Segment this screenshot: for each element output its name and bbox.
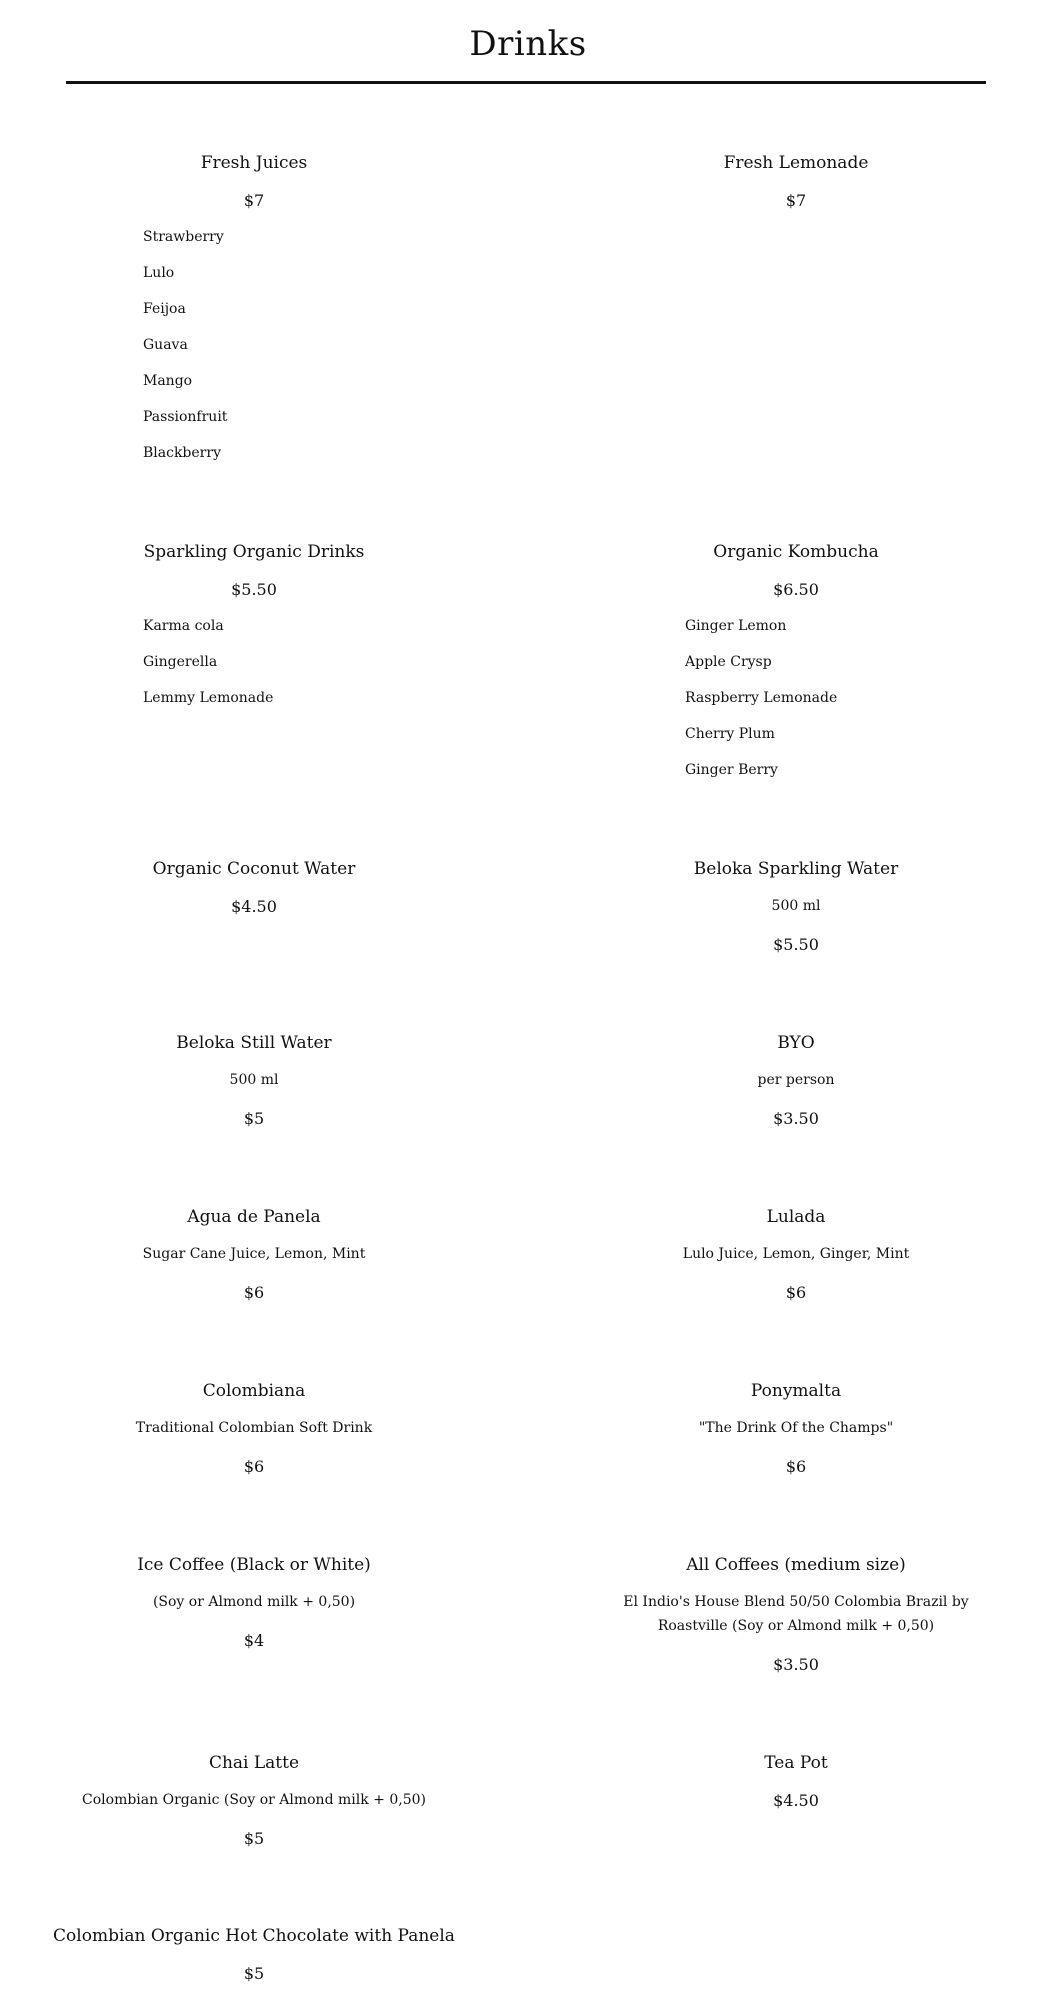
item-name: Colombiana: [202, 1381, 306, 1401]
item-description: per person: [757, 1072, 835, 1088]
item-name: Ice Coffee (Black or White): [137, 1555, 371, 1575]
item-description: "The Drink Of the Champs": [698, 1420, 894, 1436]
item-name: Sparkling Organic Drinks: [143, 542, 365, 562]
item-name: Organic Kombucha: [713, 542, 879, 562]
item-name: Fresh Lemonade: [723, 153, 869, 173]
flavor-item: Ginger Lemon: [685, 618, 787, 634]
item-price: $5: [243, 1829, 265, 1848]
item-name: Colombian Organic Hot Chocolate with Panela: [53, 1926, 455, 1946]
flavor-list: [685, 617, 1050, 779]
item-description: 500 ml: [229, 1072, 279, 1088]
menu-item-hot-chocolate: [0, 1925, 508, 1985]
item-price: $4: [243, 1631, 265, 1650]
menu-item-fresh-juices: [0, 152, 508, 480]
flavor-item: Lulo: [143, 265, 175, 281]
item-name: Organic Coconut Water: [152, 859, 356, 879]
flavor-item: Apple Crysp: [685, 654, 772, 670]
menu-item-chai-latte: [0, 1752, 508, 1850]
title-divider: [66, 81, 986, 84]
item-description: Lulo Juice, Lemon, Ginger, Mint: [682, 1246, 910, 1262]
menu-item-ice-coffee: [0, 1554, 508, 1652]
item-name: All Coffees (medium size): [686, 1555, 906, 1575]
menu-item-sparkling-organic-drinks: [0, 541, 508, 725]
item-price: $5.50: [773, 935, 819, 954]
flavor-item: Raspberry Lemonade: [685, 690, 838, 706]
item-price: $6: [243, 1283, 265, 1302]
item-price: $7: [243, 191, 265, 210]
menu-item-all-coffees: [606, 1554, 986, 1676]
flavor-item: Gingerella: [143, 654, 218, 670]
menu-item-lulada: [542, 1206, 1050, 1304]
menu-item-byo: [542, 1032, 1050, 1130]
menu-item-organic-kombucha: [542, 541, 1050, 797]
item-name: Fresh Juices: [200, 153, 308, 173]
flavor-item: Blackberry: [143, 445, 221, 461]
item-name: Ponymalta: [750, 1381, 842, 1401]
flavor-item: Strawberry: [143, 229, 224, 245]
flavor-item: Guava: [143, 337, 188, 353]
item-name: Lulada: [766, 1207, 826, 1227]
item-price: $6: [785, 1457, 807, 1476]
menu-item-beloka-sparkling-water: [542, 858, 1050, 956]
menu-item-colombiana: [0, 1380, 508, 1478]
item-price: $4.50: [773, 1791, 819, 1810]
item-price: $3.50: [773, 1109, 819, 1128]
item-description: (Soy or Almond milk + 0,50): [152, 1594, 356, 1610]
item-price: $3.50: [773, 1655, 819, 1674]
flavor-item: Mango: [143, 373, 193, 389]
flavor-item: Cherry Plum: [685, 726, 775, 742]
item-price: $7: [785, 191, 807, 210]
menu-item-fresh-lemonade: [542, 152, 1050, 212]
item-price: $5: [243, 1964, 265, 1983]
menu-item-beloka-still-water: [0, 1032, 508, 1130]
menu-item-organic-coconut-water: [0, 858, 508, 918]
item-price: $5: [243, 1109, 265, 1128]
flavor-item: Lemmy Lemonade: [143, 690, 274, 706]
item-name: Tea Pot: [764, 1753, 828, 1773]
item-price: $4.50: [231, 897, 277, 916]
item-name: Agua de Panela: [187, 1207, 321, 1227]
flavor-item: Feijoa: [143, 301, 186, 317]
item-name: Beloka Sparkling Water: [693, 859, 899, 879]
item-description: 500 ml: [771, 898, 821, 914]
flavor-item: Passionfruit: [143, 409, 228, 425]
menu-item-ponymalta: [542, 1380, 1050, 1478]
item-name: BYO: [777, 1033, 815, 1053]
item-description: Traditional Colombian Soft Drink: [135, 1420, 373, 1436]
flavor-item: Karma cola: [143, 618, 224, 634]
item-price: $6: [243, 1457, 265, 1476]
menu-item-agua-de-panela: [0, 1206, 508, 1304]
flavor-list: [143, 228, 508, 462]
item-price: $6.50: [773, 580, 819, 599]
page-title: Drinks: [469, 24, 587, 64]
flavor-item: Ginger Berry: [685, 762, 778, 778]
flavor-list: [143, 617, 508, 707]
item-price: $5.50: [231, 580, 277, 599]
menu-item-tea-pot: [542, 1752, 1050, 1812]
item-description: El Indio's House Blend 50/50 Colombia Brazil by Roastville (Soy or Almond milk + 0,50): [623, 1594, 969, 1634]
item-name: Beloka Still Water: [176, 1033, 332, 1053]
item-price: $6: [785, 1283, 807, 1302]
item-description: Sugar Cane Juice, Lemon, Mint: [142, 1246, 366, 1262]
item-description: Colombian Organic (Soy or Almond milk + 0,50): [82, 1792, 426, 1808]
item-name: Chai Latte: [208, 1753, 300, 1773]
